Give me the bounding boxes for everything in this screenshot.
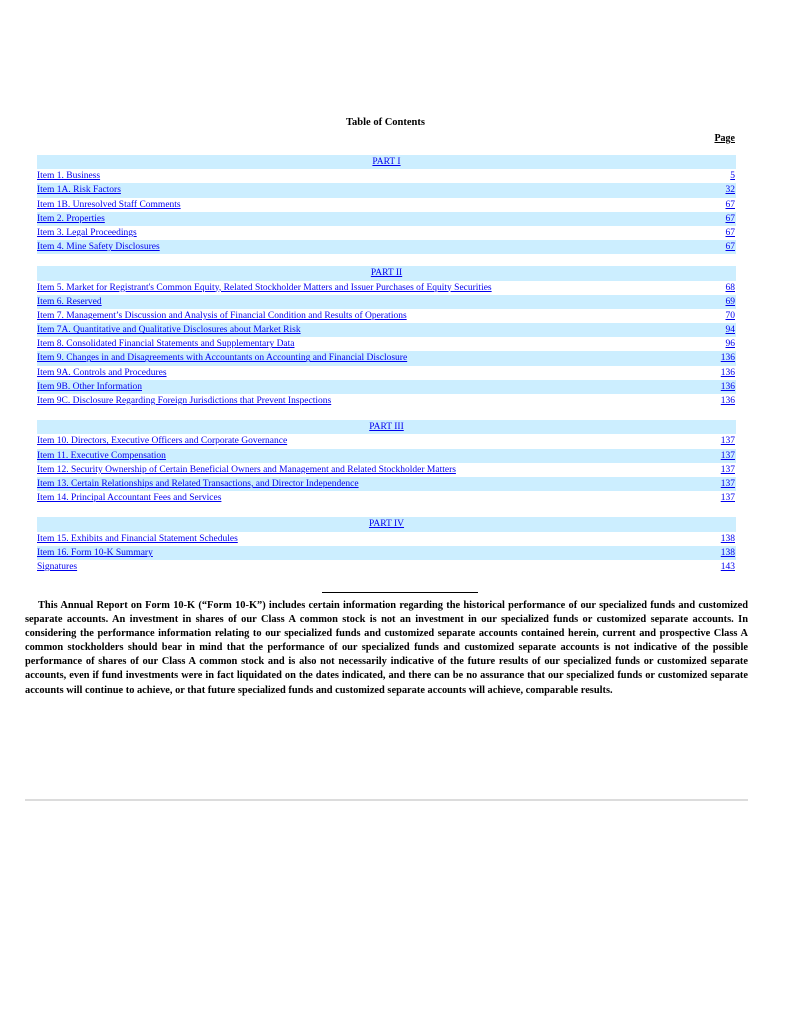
table-of-contents xyxy=(37,155,736,574)
toc-row xyxy=(37,226,736,240)
toc-row xyxy=(37,463,736,477)
toc-row xyxy=(37,366,736,380)
toc-page-link[interactable]: 137 xyxy=(720,478,735,489)
toc-item-link[interactable]: Item 6. Reserved xyxy=(37,296,102,307)
part-heading-row xyxy=(37,517,736,531)
toc-item-link[interactable]: Item 9A. Controls and Procedures xyxy=(37,367,167,378)
toc-row xyxy=(37,491,736,505)
part-heading-link[interactable]: PART II xyxy=(370,268,403,279)
toc-item-link[interactable]: Item 1A. Risk Factors xyxy=(37,185,121,196)
toc-item-link[interactable]: Item 9C. Disclosure Regarding Foreign Jurisdictions that Prevent Inspections xyxy=(37,396,332,406)
toc-item-link[interactable]: Item 2. Properties xyxy=(37,213,105,224)
toc-row xyxy=(37,240,736,254)
toc-page-link[interactable]: 94 xyxy=(725,325,735,336)
toc-row xyxy=(37,380,736,394)
toc-page-link[interactable]: 5 xyxy=(730,171,735,182)
toc-page-link[interactable]: 96 xyxy=(725,339,735,350)
toc-item-link[interactable]: Item 8. Consolidated Financial Statements and Supplementary Data xyxy=(37,339,295,350)
part-heading-link[interactable]: PART IV xyxy=(368,519,405,530)
toc-item-link[interactable]: Item 1. Business xyxy=(37,171,101,182)
toc-page-link[interactable]: 67 xyxy=(725,199,735,210)
toc-item-link[interactable]: Item 16. Form 10-K Summary xyxy=(37,547,153,558)
part-heading-row xyxy=(37,420,736,434)
toc-page-link[interactable]: 136 xyxy=(720,353,735,364)
part-heading-row xyxy=(37,266,736,280)
toc-row xyxy=(37,212,736,226)
part-heading-link[interactable]: PART I xyxy=(372,157,401,167)
toc-item-link[interactable]: Item 7A. Quantitative and Qualitative Disclosures about Market Risk xyxy=(37,325,301,336)
toc-row xyxy=(37,169,736,183)
toc-row xyxy=(37,434,736,448)
toc-item-link[interactable]: Item 15. Exhibits and Financial Statement Schedules xyxy=(37,533,238,544)
divider xyxy=(322,592,478,593)
toc-row xyxy=(37,351,736,365)
toc-row xyxy=(37,449,736,463)
toc-item-link[interactable]: Signatures xyxy=(37,561,78,572)
toc-page-link[interactable]: 137 xyxy=(720,464,735,475)
toc-row xyxy=(37,477,736,491)
toc-row xyxy=(37,198,736,212)
toc-item-link[interactable]: Item 11. Executive Compensation xyxy=(37,450,166,461)
toc-item-link[interactable]: Item 1B. Unresolved Staff Comments xyxy=(37,199,181,210)
toc-page-link[interactable]: 137 xyxy=(720,450,735,461)
toc-item-link[interactable]: Item 13. Certain Relationships and Related Transactions, and Director Independence xyxy=(37,478,359,489)
toc-item-link[interactable]: Item 14. Principal Accountant Fees and Services xyxy=(37,493,222,504)
toc-page-link[interactable]: 137 xyxy=(720,493,735,504)
toc-page-link[interactable]: 70 xyxy=(725,310,735,321)
toc-page-link[interactable]: 69 xyxy=(725,296,735,307)
spacer-row xyxy=(37,408,736,420)
toc-page-link[interactable]: 137 xyxy=(720,436,735,447)
toc-row xyxy=(37,337,736,351)
toc-row xyxy=(37,546,736,560)
toc-page-link[interactable]: 67 xyxy=(725,227,735,238)
toc-page-link[interactable]: 32 xyxy=(725,185,735,196)
toc-page-link[interactable]: 136 xyxy=(720,396,735,406)
toc-row xyxy=(37,281,736,295)
part-heading-row xyxy=(37,155,736,169)
disclaimer-paragraph: This Annual Report on Form 10-K (“Form 10-K”) includes certain information regarding the historical performance of our specialized funds and customized separate accounts. An investment in shares of our Class A common stock is not an investment in our specialized funds or customized separate accounts. In considering the performance information relating to our specialized funds and customized separate accounts contained herein, current and prospective Class A common stockholders should bear in mind that the performance of our specialized funds and customized separate accounts is not indicative of the possible performance of shares of our Class A common stock and is also not necessarily indicative of the future results of our specialized funds or customized separate accounts, even if fund investments were in fact liquidated on the dates indicated, and there can be no assurance that our specialized funds or customized separate accounts will continue to achieve, or that future specialized funds and customized separate accounts will achieve, comparable results. xyxy=(25,600,748,696)
toc-item-link[interactable]: Item 5. Market for Registrant's Common Equity, Related Stockholder Matters and Issuer Purchases of Equity Securities xyxy=(37,282,492,293)
toc-page-link[interactable]: 138 xyxy=(720,547,735,558)
spacer-row xyxy=(37,254,736,266)
toc-title: Table of Contents xyxy=(346,117,425,128)
toc-item-link[interactable]: Item 7. Management’s Discussion and Analysis of Financial Condition and Results of Operations xyxy=(37,310,407,321)
page-break-divider xyxy=(25,799,748,801)
toc-item-link[interactable]: Item 4. Mine Safety Disclosures xyxy=(37,242,160,253)
toc-row xyxy=(37,183,736,197)
toc-row xyxy=(37,560,736,574)
page-column-header: Page xyxy=(714,133,735,144)
toc-row xyxy=(37,295,736,309)
spacer-row xyxy=(37,505,736,517)
toc-item-link[interactable]: Item 10. Directors, Executive Officers and Corporate Governance xyxy=(37,436,288,447)
toc-row xyxy=(37,394,736,408)
toc-item-link[interactable]: Item 9B. Other Information xyxy=(37,381,143,392)
toc-page-link[interactable]: 67 xyxy=(725,213,735,224)
toc-page-link[interactable]: 68 xyxy=(725,282,735,293)
toc-page-link[interactable]: 143 xyxy=(720,561,735,572)
toc-item-link[interactable]: Item 9. Changes in and Disagreements with Accountants on Accounting and Financial Disclosure xyxy=(37,353,408,364)
toc-item-link[interactable]: Item 12. Security Ownership of Certain Beneficial Owners and Management and Related Stockholder Matters xyxy=(37,464,456,475)
toc-page-link[interactable]: 136 xyxy=(720,381,735,392)
toc-row xyxy=(37,309,736,323)
toc-row xyxy=(37,323,736,337)
toc-page-link[interactable]: 138 xyxy=(720,533,735,544)
part-heading-link[interactable]: PART III xyxy=(369,422,404,433)
toc-item-link[interactable]: Item 3. Legal Proceedings xyxy=(37,227,137,238)
toc-page-link[interactable]: 136 xyxy=(720,367,735,378)
toc-row xyxy=(37,532,736,546)
toc-page-link[interactable]: 67 xyxy=(725,242,735,253)
